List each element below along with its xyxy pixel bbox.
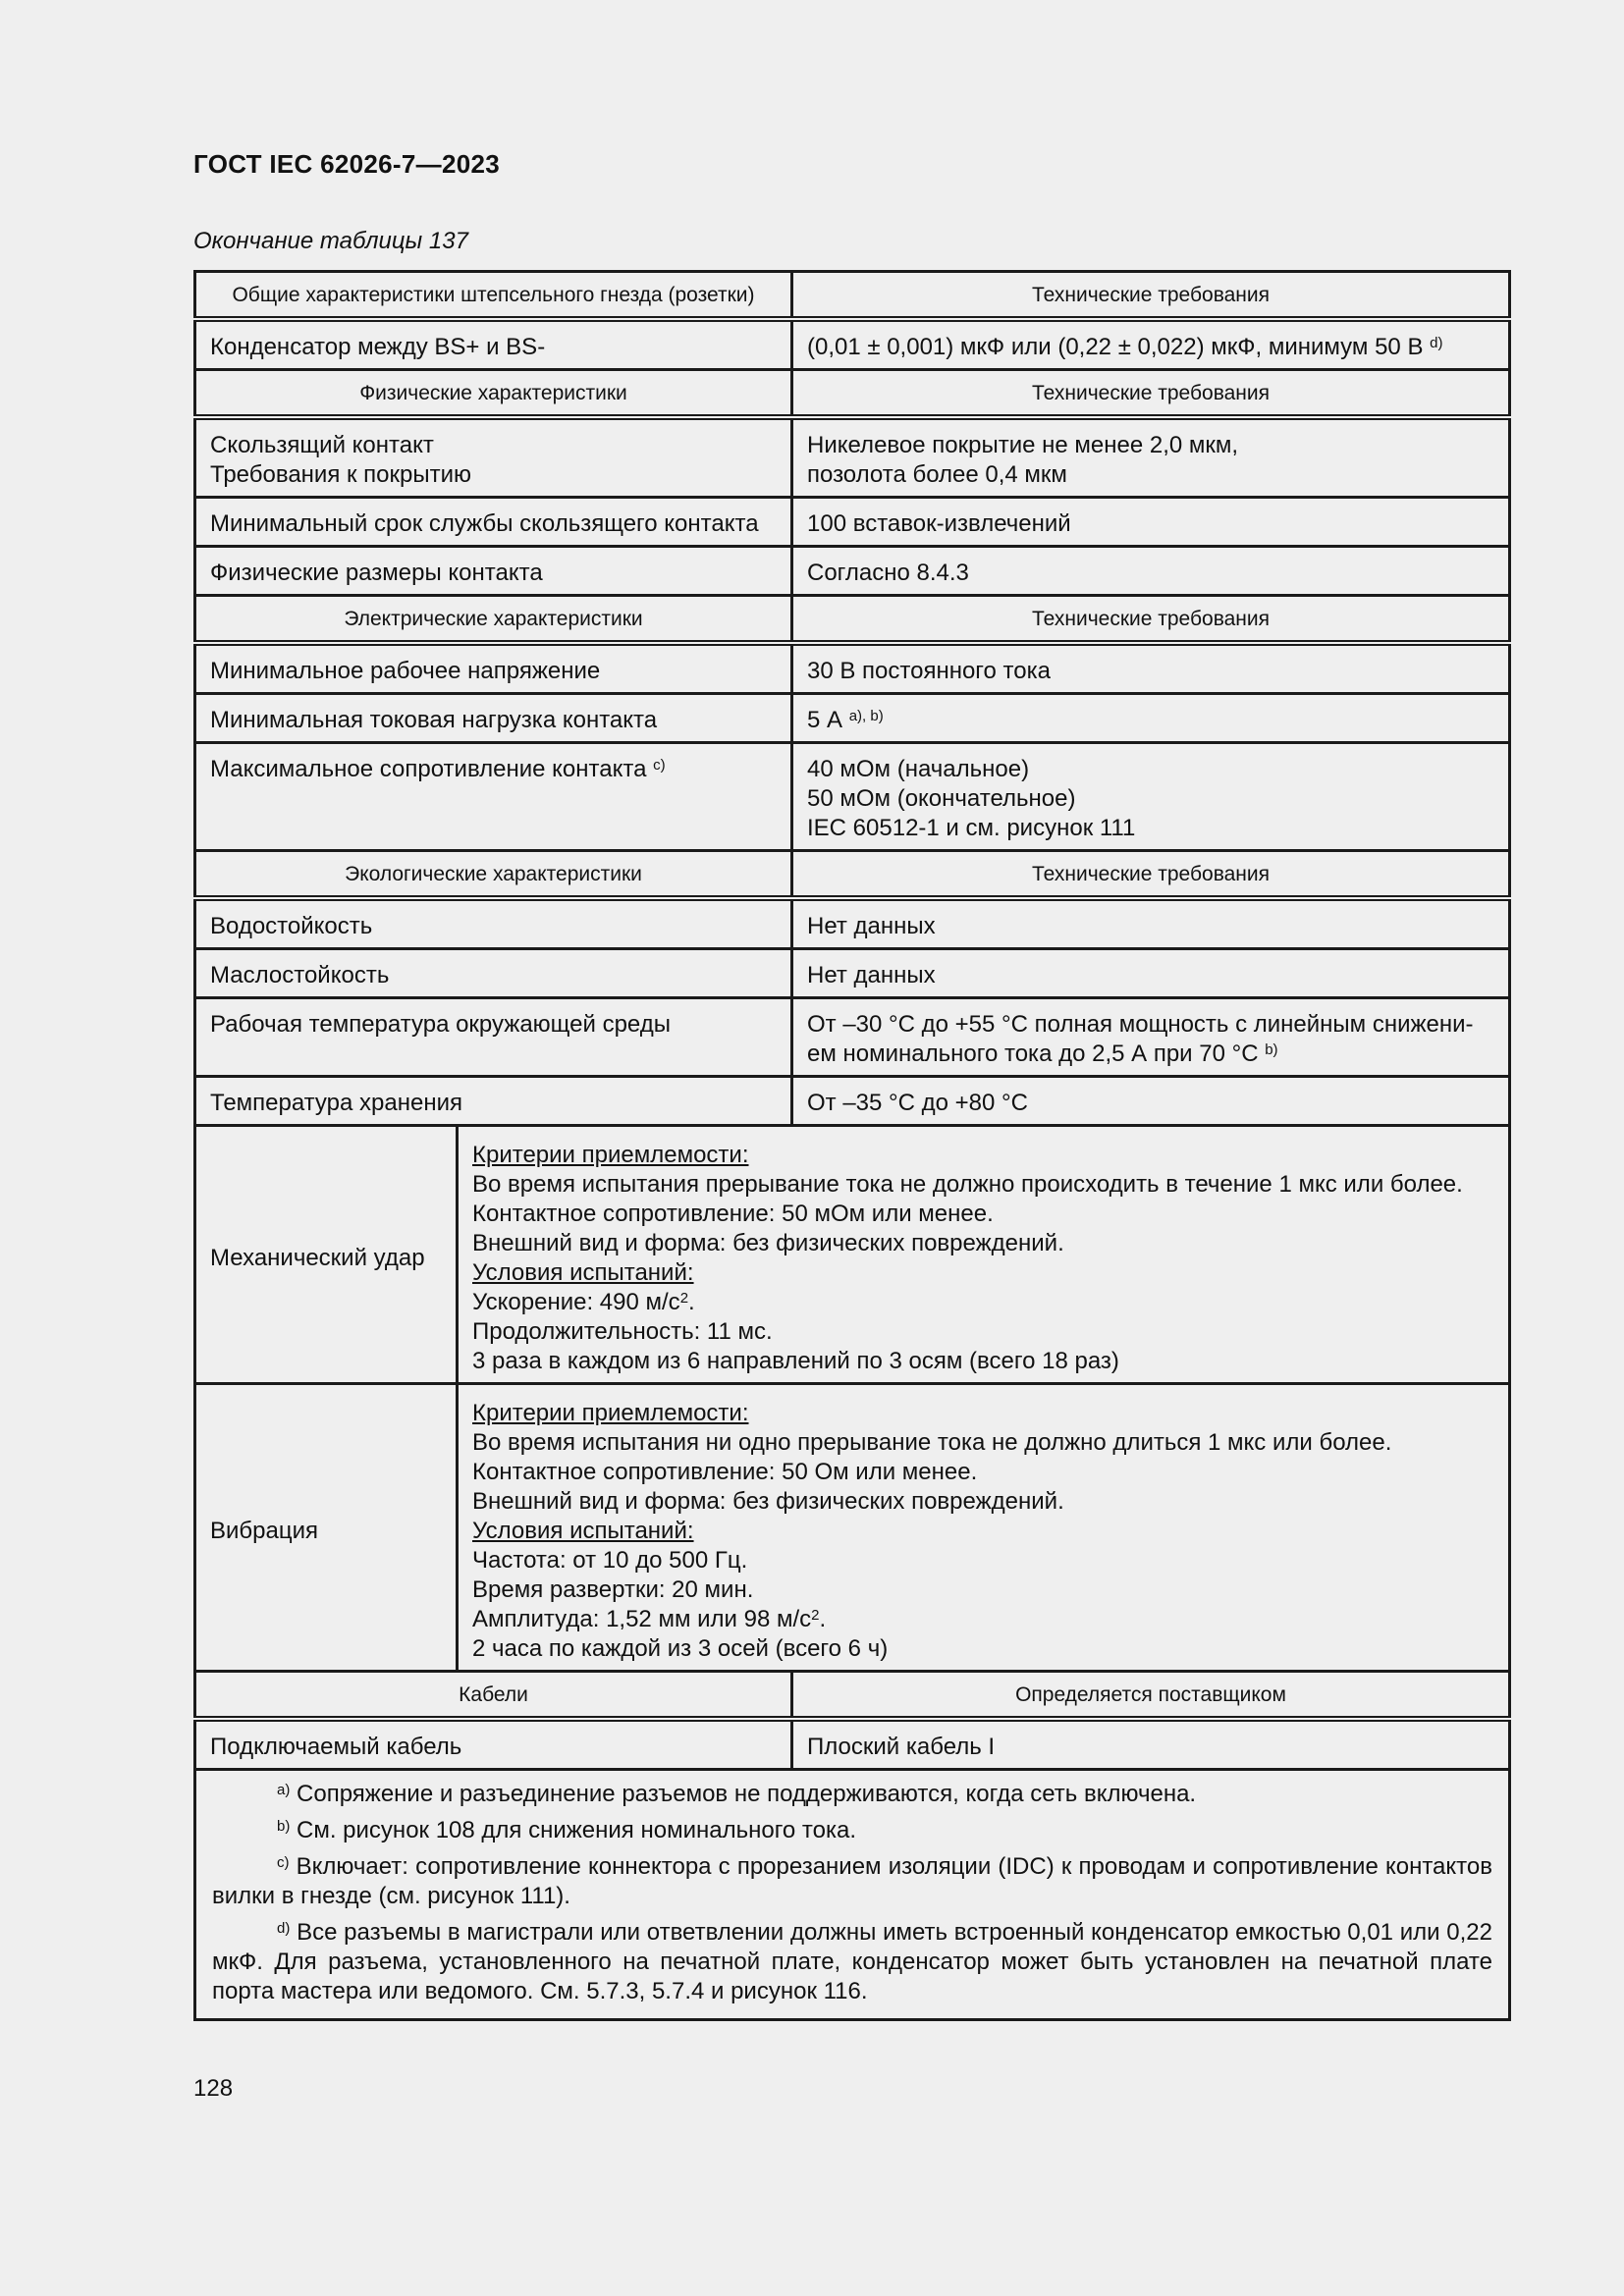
- footnote-text: Все разъемы в магистрали или ответвлении должны иметь встроенный конденсатор емкостью 0,01 или 0,22 мкФ. Для разъема, установленного на печатной плате, конденсатор может быть установлен на печатной плате порта мастера или ведомого. См. 5.7.3, 5.7.4 и рисунок 116.: [212, 1919, 1492, 2004]
- page-number: 128: [193, 2075, 234, 2102]
- value-line: Никелевое покрытие не менее 2,0 мкм,: [807, 432, 1239, 458]
- footnote: [212, 1852, 1492, 1911]
- value-text: .: [688, 1289, 695, 1315]
- row-label: Вибрация: [195, 1384, 458, 1672]
- row-value: 30 В постоянного тока: [792, 643, 1510, 694]
- row-value: [792, 743, 1510, 851]
- section-header-physical: [195, 370, 1510, 418]
- superscript: 2: [679, 1290, 689, 1307]
- document-header: ГОСТ IEC 62026-7—2023: [193, 149, 500, 179]
- specification-table: [193, 270, 1511, 2021]
- label-text: Максимальное сопротивление контакта: [210, 756, 647, 782]
- value-line: Время развертки: 20 мин.: [472, 1576, 754, 1603]
- footnote-mark: с): [277, 1854, 290, 1871]
- row-label: Конденсатор между BS+ и BS-: [195, 319, 792, 370]
- row-value: [792, 319, 1510, 370]
- section-header-right: Определяется поставщиком: [792, 1672, 1510, 1720]
- label-line: Требования к покрытию: [210, 461, 471, 488]
- value-line: Контактное сопротивление: 50 Ом или менее.: [472, 1459, 978, 1485]
- section-header-left: Кабели: [195, 1672, 792, 1720]
- table-row: [195, 319, 1510, 370]
- table-row: [195, 643, 1510, 694]
- footnote-text: Включает: сопротивление коннектора с прорезанием изоляции (IDC) к проводам и сопротивление контактов вилки в гнезде (см. рисунок 111).: [212, 1853, 1492, 1909]
- section-header-right: Технические требования: [792, 370, 1510, 418]
- value-line: От –30 °С до +55 °С полная мощность с линейным снижени-: [807, 1011, 1474, 1038]
- row-value: От –35 °С до +80 °С: [792, 1077, 1510, 1126]
- table-row-shock: [195, 1126, 1510, 1384]
- row-label: Минимальное рабочее напряжение: [195, 643, 792, 694]
- value-line: 50 мОм (окончательное): [807, 785, 1076, 812]
- section-header-left: Электрические характеристики: [195, 596, 792, 644]
- conditions-title: Условия испытаний:: [472, 1518, 694, 1544]
- row-value: [792, 998, 1510, 1077]
- row-label: Минимальный срок службы скользящего контакта: [195, 498, 792, 547]
- header-cell-left: Общие характеристики штепсельного гнезда (розетки): [195, 272, 792, 320]
- table-row: [195, 1719, 1510, 1770]
- table-row: [195, 547, 1510, 596]
- value-text: .: [819, 1606, 827, 1632]
- row-value: [792, 417, 1510, 498]
- footnote: [212, 1918, 1492, 2006]
- footnote-mark: а): [277, 1782, 291, 1798]
- value-line: [472, 1288, 1494, 1317]
- footnote-mark: b): [277, 1818, 291, 1835]
- section-header-electrical: [195, 596, 1510, 644]
- row-value: 100 вставок-извлечений: [792, 498, 1510, 547]
- table-row: [195, 1077, 1510, 1126]
- row-value: [792, 694, 1510, 743]
- table-row: [195, 998, 1510, 1077]
- value-line: Внешний вид и форма: без физических повреждений.: [472, 1230, 1064, 1256]
- footnote-mark: d): [277, 1920, 291, 1937]
- row-label: [195, 743, 792, 851]
- footnote-ref: d): [1430, 335, 1443, 351]
- value-text: ем номинального тока до 2,5 А при 70 °С: [807, 1041, 1259, 1067]
- value-line: [472, 1605, 1494, 1634]
- footnote-ref: с): [653, 757, 666, 774]
- value-line: Продолжительность: 11 мс.: [472, 1318, 773, 1345]
- row-value: Плоский кабель I: [792, 1719, 1510, 1770]
- section-header-environmental: [195, 851, 1510, 899]
- row-label: [195, 417, 792, 498]
- criteria-title: Критерии приемлемости:: [472, 1142, 749, 1168]
- footnotes-cell: [195, 1770, 1510, 2020]
- value-line: [807, 1040, 1494, 1069]
- value-line: 2 часа по каждой из 3 осей (всего 6 ч): [472, 1635, 889, 1662]
- row-label: Механический удар: [195, 1126, 458, 1384]
- footnote-ref: b): [1265, 1041, 1278, 1058]
- footnote: [212, 1780, 1492, 1809]
- table-row: [195, 417, 1510, 498]
- value-line: 40 мОм (начальное): [807, 756, 1030, 782]
- table-row: [195, 694, 1510, 743]
- footnote: [212, 1816, 1492, 1845]
- row-value: Нет данных: [792, 949, 1510, 998]
- criteria-title: Критерии приемлемости:: [472, 1400, 749, 1426]
- value-text: Ускорение: 490 м/с: [472, 1289, 680, 1315]
- section-header-cables: [195, 1672, 1510, 1720]
- value-line: Во время испытания прерывание тока не должно происходить в течение 1 мкс или более.: [472, 1171, 1463, 1198]
- row-label: Маслостойкость: [195, 949, 792, 998]
- section-header-right: Технические требования: [792, 596, 1510, 644]
- row-value: [458, 1384, 1510, 1672]
- row-label: Минимальная токовая нагрузка контакта: [195, 694, 792, 743]
- footnote-text: Сопряжение и разъединение разъемов не поддерживаются, когда сеть включена.: [290, 1781, 1197, 1807]
- row-label: Рабочая температура окружающей среды: [195, 998, 792, 1077]
- row-label: Подключаемый кабель: [195, 1719, 792, 1770]
- row-label: Физические размеры контакта: [195, 547, 792, 596]
- header-cell-right: Технические требования: [792, 272, 1510, 320]
- value-line: Контактное сопротивление: 50 мОм или менее.: [472, 1201, 994, 1227]
- conditions-title: Условия испытаний:: [472, 1259, 694, 1286]
- superscript: 2: [811, 1607, 820, 1624]
- row-label: Температура хранения: [195, 1077, 792, 1126]
- section-header-left: Физические характеристики: [195, 370, 792, 418]
- table-row: [195, 898, 1510, 949]
- label-line: Скользящий контакт: [210, 432, 434, 458]
- value-text: 5 А: [807, 707, 843, 733]
- table-row: [195, 949, 1510, 998]
- value-line: Внешний вид и форма: без физических повреждений.: [472, 1488, 1064, 1515]
- value-line: 3 раза в каждом из 6 направлений по 3 осям (всего 18 раз): [472, 1348, 1119, 1374]
- footnote-ref: а), b): [848, 708, 884, 724]
- table-header-row: [195, 272, 1510, 320]
- value-line: Частота: от 10 до 500 Гц.: [472, 1547, 748, 1574]
- value-line: IEC 60512-1 и см. рисунок 111: [807, 815, 1136, 841]
- table-row: [195, 743, 1510, 851]
- row-label: Водостойкость: [195, 898, 792, 949]
- table-row: [195, 498, 1510, 547]
- value-text: Амплитуда: 1,52 мм или 98 м/с: [472, 1606, 812, 1632]
- value-text: (0,01 ± 0,001) мкФ или (0,22 ± 0,022) мкФ, минимум 50 В: [807, 334, 1424, 360]
- value-line: позолота более 0,4 мкм: [807, 461, 1067, 488]
- table-caption: Окончание таблицы 137: [193, 228, 468, 254]
- footnote-text: См. рисунок 108 для снижения номинального тока.: [290, 1817, 857, 1843]
- table-row-vibration: [195, 1384, 1510, 1672]
- row-value: [458, 1126, 1510, 1384]
- row-value: Нет данных: [792, 898, 1510, 949]
- section-header-right: Технические требования: [792, 851, 1510, 899]
- row-value: Согласно 8.4.3: [792, 547, 1510, 596]
- value-line: Во время испытания ни одно прерывание тока не должно длиться 1 мкс или более.: [472, 1429, 1392, 1456]
- section-header-left: Экологические характеристики: [195, 851, 792, 899]
- footnotes-row: [195, 1770, 1510, 2020]
